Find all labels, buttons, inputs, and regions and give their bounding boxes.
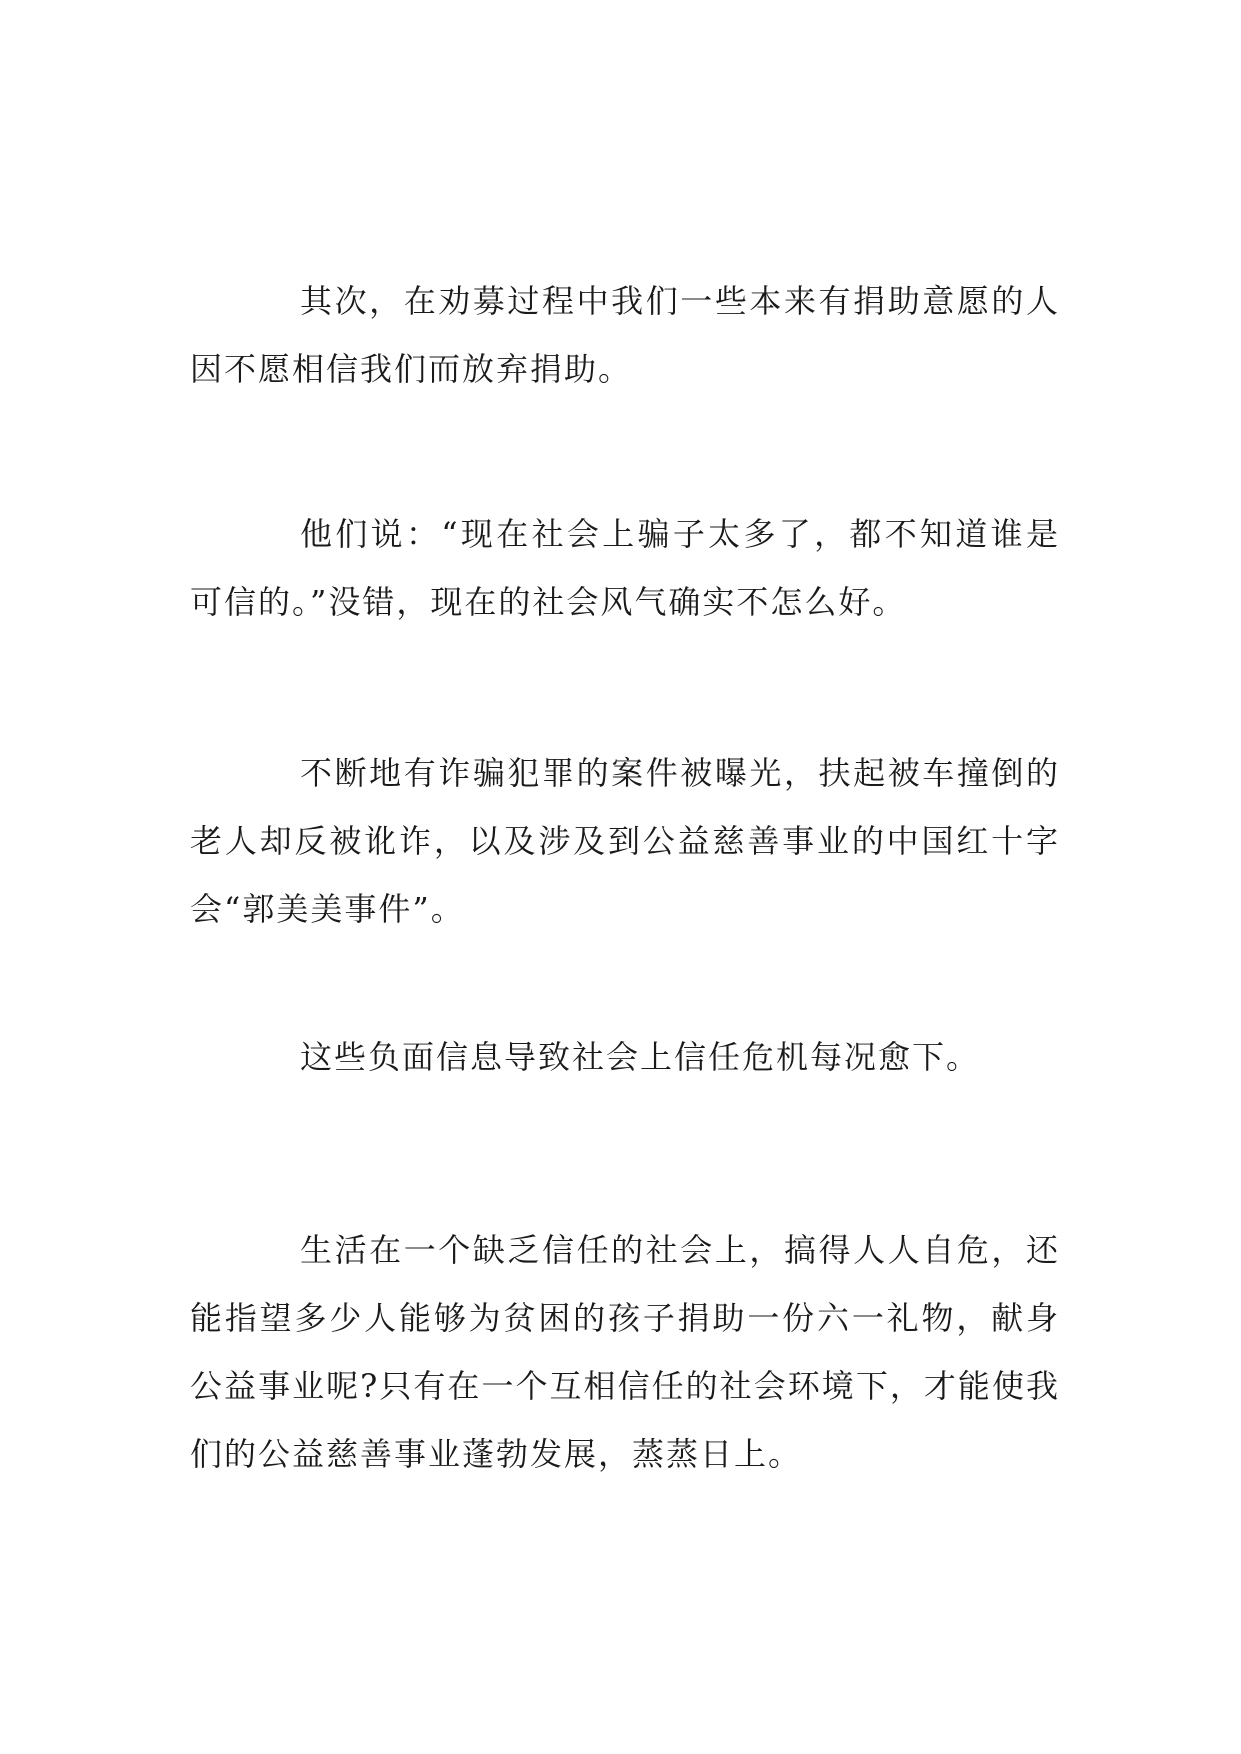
paragraph-4: 这些负面信息导致社会上信任危机每况愈下。 xyxy=(300,1038,981,1076)
paragraph-5: 生活在一个缺乏信任的社会上，搞得人人自危，还能指望多少人能够为贫困的孩子捐助一份六一礼物，献身公益事业呢?只有在一个互相信任的社会环境下，才能使我们的公益慈善事业蓬勃发展，蒸蒸日上。 xyxy=(190,1231,1060,1473)
paragraph-1: 其次，在劝募过程中我们一些本来有捐助意愿的人因不愿相信我们而放弃捐助。 xyxy=(190,282,1060,388)
paragraph-3: 不断地有诈骗犯罪的案件被曝光，扶起被车撞倒的老人却反被讹诈，以及涉及到公益慈善事业的中国红十字会“郭美美事件”。 xyxy=(190,754,1060,928)
paragraph-2: 他们说：“现在社会上骗子太多了，都不知道谁是可信的。”没错，现在的社会风气确实不怎么好。 xyxy=(190,515,1060,621)
